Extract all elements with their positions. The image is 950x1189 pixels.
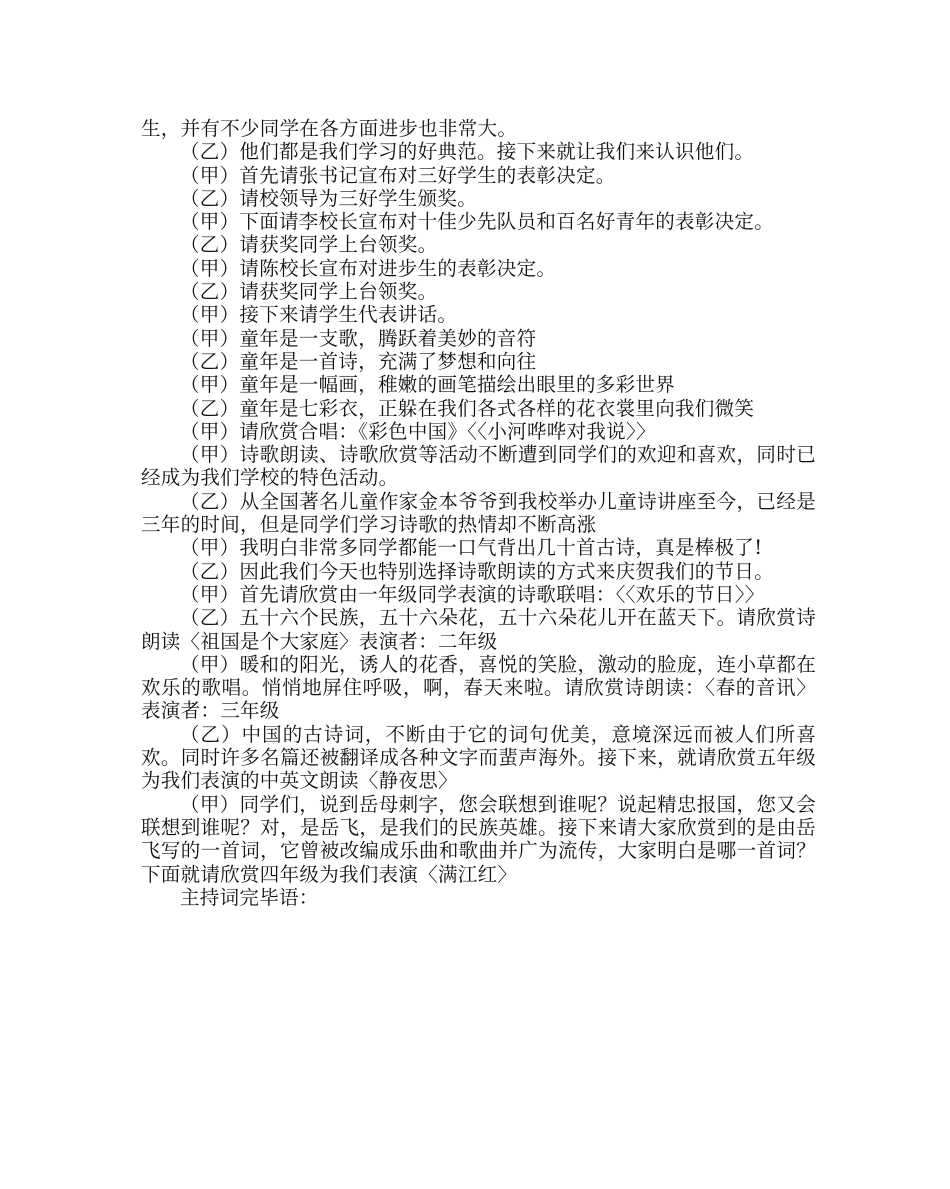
paragraph: （甲）首先请欣赏由一年级同学表演的诗歌联唱：〈〈欢乐的节日〉〉 [180, 582, 765, 606]
paragraph: （甲）童年是一幅画，稚嫩的画笔描绘出眼里的多彩世界 [180, 373, 676, 397]
paragraph: （甲）童年是一支歌，腾跃着美妙的音符 [180, 326, 537, 350]
paragraph: （乙）请校领导为三好学生颁奖。 [180, 186, 478, 210]
paragraph: （甲）我明白非常多同学都能一口气背出几十首古诗，真是棒极了! [180, 536, 763, 560]
paragraph: （甲）暖和的阳光，诱人的花香，喜悦的笑脸，激动的脸庞，连小草都在欢乐的歌唱。悄悄地屏住呼吸，啊，春天来啦。请欣赏诗朗读：〈春的音讯〉表演者：三年级 [141, 652, 816, 723]
paragraph: （乙）从全国著名儿童作家金本爷爷到我校举办儿童诗讲座至今，已经是三年的时间，但是同学们学习诗歌的热情却不断高涨 [141, 489, 816, 537]
paragraph: （乙）中国的古诗词，不断由于它的词句优美，意境深远而被人们所喜欢。同时许多名篇还被翻译成各种文字而蜚声海外。接下来，就请欣赏五年级为我们表演的中英文朗读〈静夜思〉 [141, 722, 816, 793]
paragraph: （乙）请获奖同学上台领奖。 [180, 233, 438, 257]
document-body [141, 117, 816, 909]
paragraph: （甲）接下来请学生代表讲话。 [180, 303, 458, 327]
closing-heading: 主持词完毕语： [180, 885, 319, 909]
paragraph: 生，并有不少同学在各方面进步也非常大。 [141, 117, 518, 140]
paragraph: （甲）下面请李校长宣布对十佳少先队员和百名好青年的表彰决定。 [180, 210, 775, 234]
paragraph: （甲）首先请张书记宣布对三好学生的表彰决定。 [180, 163, 616, 187]
paragraph: （乙）童年是一首诗，充满了梦想和向往 [180, 349, 537, 373]
paragraph: （乙）五十六个民族，五十六朵花，五十六朵花儿开在蓝天下。请欣赏诗朗读〈祖国是个大家庭〉表演者：二年级 [141, 606, 816, 653]
paragraph: （甲）同学们，说到岳母刺字，您会联想到谁呢？说起精忠报国，您又会联想到谁呢？对，是岳飞，是我们的民族英雄。接下来请大家欣赏到的是由岳飞写的一首词，它曾被改编成乐曲和歌曲并广为流传，大家明白是哪一首词？下面就请欣赏四年级为我们表演〈满江红〉 [141, 792, 816, 886]
paragraph: （甲）诗歌朗读、诗歌欣赏等活动不断遭到同学们的欢迎和喜欢，同时已经成为我们学校的特色活动。 [141, 443, 816, 490]
paragraph: （乙）请获奖同学上台领奖。 [180, 280, 438, 304]
paragraph: （乙）因此我们今天也特别选择诗歌朗读的方式来庆贺我们的节日。 [180, 559, 775, 583]
paragraph: （甲）请陈校长宣布对进步生的表彰决定。 [180, 256, 557, 280]
paragraph: （乙）童年是七彩衣，正躲在我们各式各样的花衣裳里向我们微笑 [180, 396, 755, 420]
paragraph: （乙）他们都是我们学习的好典范。接下来就让我们来认识他们。 [180, 140, 755, 164]
paragraph: （甲）请欣赏合唱：《彩色中国》〈〈小河哗哗对我说〉〉 [180, 419, 656, 443]
